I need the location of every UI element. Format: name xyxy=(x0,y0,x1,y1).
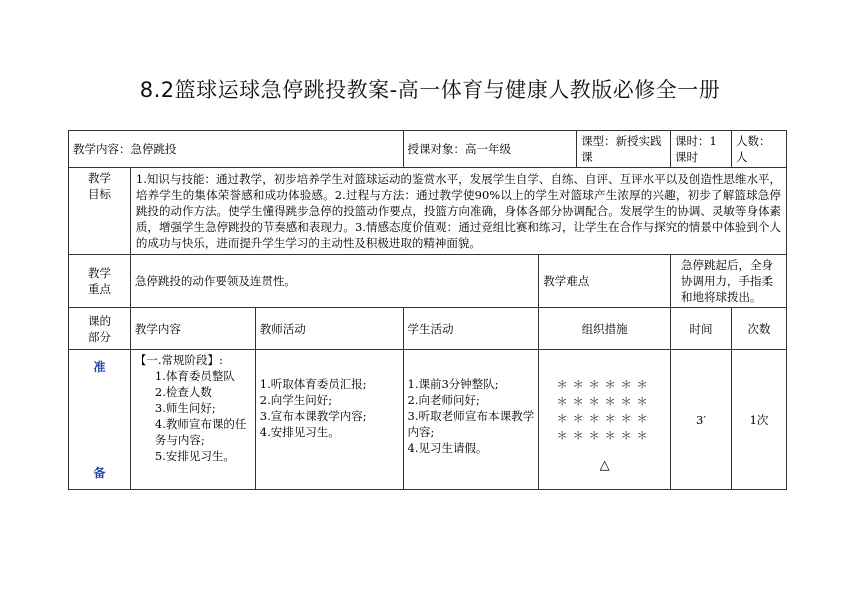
goals-text: 1.知识与技能：通过教学，初步培养学生对篮球运动的鉴赏水平，发展学生自学、自练、自评、互评水平以及创造性思维水平，培养学生的集体荣誉感和成功体验感。2.过程与方法：通过教学使90%以上的学生对篮球产生浓厚的兴趣，初步了解篮球急停跳投的动作方法。使学生懂得跳步急停的投篮动作要点，投篮方向准确，身体各部分协调配合。发展学生的协调、灵敏等身体素质，增强学生急停跳投的节奏感和表现力。3.情感态度价值观：通过竞组比赛和练习，让学生在合作与探究的情景中体验到个人的成功与快乐，进而提升学生学习的主动性及积极进取的精神面貌。 xyxy=(130,168,786,255)
goals-label: 教学 目标 xyxy=(69,168,131,255)
col-header-org: 组织措施 xyxy=(539,308,671,350)
formation-row: ＊＊＊＊＊＊ xyxy=(556,412,653,425)
formation-row: ＊＊＊＊＊＊ xyxy=(556,378,653,391)
focus-label: 教学 重点 xyxy=(69,255,131,308)
page-title: 8.2篮球运球急停跳投教案-高一体育与健康人教版必修全一册 xyxy=(139,78,721,102)
focus-text: 急停跳投的动作要领及连贯性。 xyxy=(130,255,538,308)
student-cell-prep: 1.课前3分钟整队; 2.向老师问好; 3.听取老师宣布本课教学内容; 4.见习生请假。 xyxy=(403,350,539,490)
part-label-bottom: 备 xyxy=(93,465,106,480)
col-header-student: 学生活动 xyxy=(403,308,539,350)
teacher-cell-prep: 1.听取体育委员汇报; 2.向学生问好; 3.宣布本课教学内容; 4.安排见习生。 xyxy=(255,350,403,490)
time-cell-prep: 3′ xyxy=(671,350,732,490)
content-cell-prep: 【一.常规阶段】: 1.体育委员整队 2.检查人数 3.师生问好; 4.教师宣布课的任务与内容; 5.安排见习生。 xyxy=(130,350,255,490)
count-cell-prep: 1次 xyxy=(731,350,786,490)
col-header-time: 时间 xyxy=(671,308,732,350)
formation-row: ＊＊＊＊＊＊ xyxy=(556,395,653,408)
audience-cell: 授课对象：高一年级 xyxy=(403,131,577,168)
focus-row xyxy=(69,255,787,308)
header-row xyxy=(69,131,787,168)
difficulty-label: 教学难点 xyxy=(539,255,671,308)
col-header-count: 次数 xyxy=(731,308,786,350)
part-cell-prep xyxy=(69,350,131,490)
goals-row xyxy=(69,168,787,255)
lesson-plan-table xyxy=(68,130,787,490)
column-header-row xyxy=(69,308,787,350)
formation-row: ＊＊＊＊＊＊ xyxy=(556,429,653,442)
difficulty-text: 急停跳起后，全身协调用力，手指柔和地将球拨出。 xyxy=(671,255,787,308)
people-count-cell: 人数： 人 xyxy=(731,131,786,168)
lesson-content-cell: 教学内容：急停跳投 xyxy=(69,131,404,168)
col-header-part: 课的 部分 xyxy=(69,308,131,350)
lesson-type-cell: 课型：新授实践课 xyxy=(577,131,671,168)
col-header-teacher: 教师活动 xyxy=(255,308,403,350)
col-header-content: 教学内容 xyxy=(130,308,255,350)
org-cell-prep xyxy=(539,350,671,490)
teacher-position-icon: △ xyxy=(599,458,610,473)
duration-cell: 课时：1课时 xyxy=(671,131,732,168)
prep-row xyxy=(69,350,787,490)
part-label-top: 准 xyxy=(93,359,106,374)
